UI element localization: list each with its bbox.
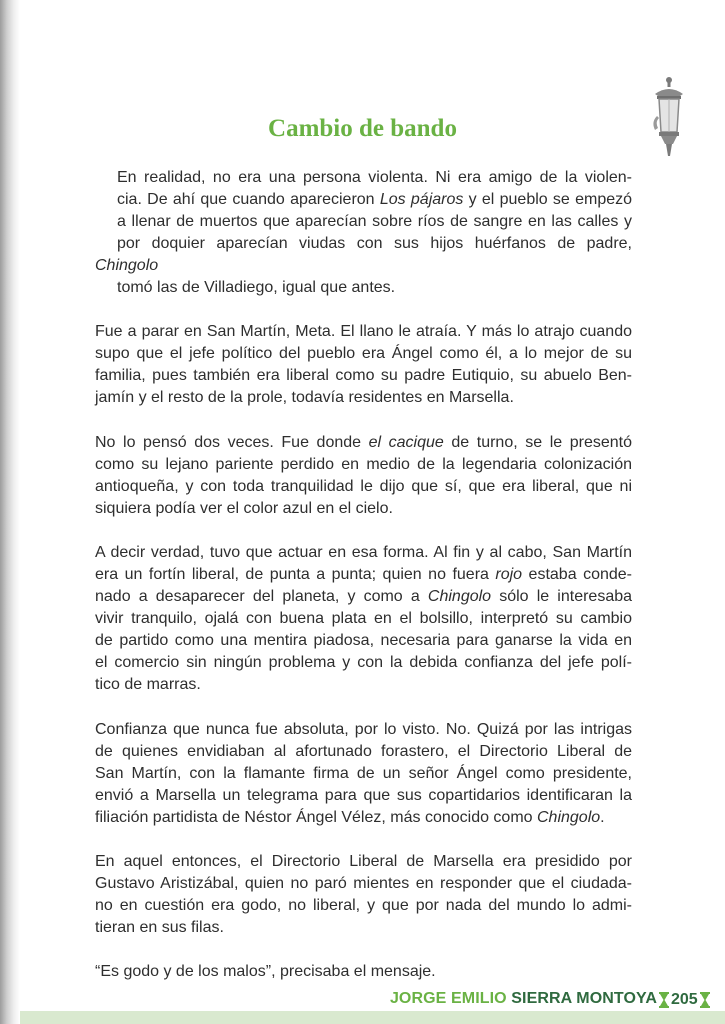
text-run: y el pueblo se empezó <box>463 191 633 208</box>
text-line <box>95 608 632 630</box>
text-run: estaba conde- <box>522 566 632 584</box>
text-run: siquiera podía ver el color azul en el cielo. <box>95 499 393 517</box>
text-line <box>95 233 632 277</box>
italic-text: rojo <box>495 566 523 584</box>
text-run: . <box>600 808 605 826</box>
text-run: nado a desaparecer del planeta, y como a <box>95 588 428 606</box>
text-run: de partido como una mentira piadosa, necesaria para ganarse la vida en <box>95 632 632 650</box>
text-line <box>95 498 632 520</box>
text-run: tomó las de Villadiego, igual que antes. <box>117 279 396 296</box>
paragraph <box>95 851 632 939</box>
text-run: En realidad, no era una persona violenta. Ni era amigo de la violen- <box>117 169 632 186</box>
text-line <box>95 321 632 343</box>
text-line <box>95 895 632 917</box>
text-run: tieran en sus filas. <box>95 918 224 936</box>
italic-text: Chingolo <box>537 808 601 826</box>
paragraph <box>95 321 632 409</box>
chapter-body <box>95 167 632 1006</box>
text-run: jamín y el resto de la prole, todavía residentes en Marsella. <box>95 389 514 407</box>
text-run: Gustavo Aristizábal, quien no paró mientes en responder que el ciudada- <box>95 874 632 892</box>
text-line <box>95 476 632 498</box>
text-line <box>95 211 632 233</box>
text-line <box>95 167 632 189</box>
text-run: no en cuestión era godo, no liberal, y que por nada del mundo lo admi- <box>95 896 632 914</box>
book-spine-shadow <box>0 0 20 1024</box>
text-line <box>95 785 632 807</box>
text-line <box>95 586 632 608</box>
text-line <box>95 432 632 454</box>
text-run: por doquier aparecían viudas con sus hijos huérfanos de padre, <box>117 235 632 252</box>
text-run: A decir verdad, tuvo que actuar en esa forma. Al fin y al cabo, San Martín <box>95 544 632 562</box>
text-run: Confianza que nunca fue absoluta, por lo visto. No. Quizá por las intrigas <box>95 720 632 738</box>
text-run: No lo pensó dos veces. Fue donde <box>95 433 369 451</box>
paragraph <box>95 432 632 520</box>
text-run: sólo le interesaba <box>491 588 633 606</box>
text-line <box>95 387 632 409</box>
chapter-title: Cambio de bando <box>268 115 457 142</box>
text-run: envió a Marsella un telegrama para que sus copartidarios identificaran la <box>95 786 632 804</box>
text-line <box>95 917 632 939</box>
text-line <box>95 873 632 895</box>
italic-text: el cacique <box>368 433 444 451</box>
text-run: a llenar de muertos que aparecían sobre ríos de sangre en las calles y <box>117 213 632 230</box>
page-number-block <box>659 990 710 1010</box>
author-last-name: SIERRA MONTOYA <box>511 990 657 1007</box>
text-run: el comercio sin ningún problema y con la debida confianza del jefe polí- <box>95 654 632 672</box>
text-run: antioqueña, y con toda tranquilidad le dijo que sí, que era liberal, que ni <box>95 477 632 495</box>
text-line <box>95 961 632 983</box>
running-footer <box>390 990 657 1008</box>
text-run: vivir tranquilo, ojalá con buena plata en el bolsillo, interpretó su cambio <box>95 610 632 628</box>
text-line <box>95 564 632 586</box>
text-line <box>95 807 632 829</box>
text-line <box>95 741 632 763</box>
text-line <box>95 719 632 741</box>
hourglass-icon <box>700 992 710 1008</box>
page-number: 205 <box>671 991 698 1008</box>
text-line <box>95 365 632 387</box>
text-run: “Es godo y de los malos”, precisaba el mensaje. <box>95 963 436 981</box>
paragraph <box>95 961 632 983</box>
text-run: filiación partidista de Néstor Ángel Vélez, más conocido como <box>95 808 537 826</box>
text-line <box>95 277 632 299</box>
text-line <box>95 343 632 365</box>
text-run: Fue a parar en San Martín, Meta. El llano le atraía. Y más lo atrajo cuando <box>95 323 632 341</box>
text-line <box>95 630 632 652</box>
text-line <box>95 851 632 873</box>
italic-text: Chingolo <box>95 257 159 274</box>
text-run: era un fortín liberal, de punta a punta; quien no fuera <box>95 566 496 584</box>
footer-band <box>20 1011 725 1024</box>
italic-text: Chingolo <box>427 588 492 606</box>
italic-text: Los pájaros <box>379 191 464 208</box>
text-run: de turno, se le presentó <box>443 433 633 451</box>
text-line <box>95 542 632 564</box>
hourglass-icon <box>659 992 669 1008</box>
text-line <box>95 674 632 696</box>
text-run: tico de marras. <box>95 676 201 694</box>
author-first-name: JORGE EMILIO <box>389 990 507 1007</box>
paragraph <box>95 167 632 299</box>
text-run: como su lejano pariente perdido en medio de la legendaria colonización <box>95 455 632 473</box>
text-run: cia. De ahí que cuando aparecieron <box>117 191 380 208</box>
text-line <box>95 652 632 674</box>
text-run: supo que el jefe político del pueblo era Ángel como él, a lo mejor de su <box>95 345 632 363</box>
text-line <box>95 763 632 785</box>
paragraph <box>95 542 632 696</box>
text-run: de quienes envidiaban al afortunado forastero, el Directorio Liberal de <box>95 742 632 760</box>
text-run: En aquel entonces, el Directorio Liberal de Marsella era presidido por <box>95 852 632 870</box>
text-line <box>95 189 632 211</box>
text-run: familia, pues también era liberal como su padre Eutiquio, su abuelo Ben- <box>95 367 632 385</box>
paragraph <box>95 719 632 829</box>
text-run: San Martín, con la flamante firma de un señor Ángel como presidente, <box>95 764 632 782</box>
text-line <box>95 454 632 476</box>
